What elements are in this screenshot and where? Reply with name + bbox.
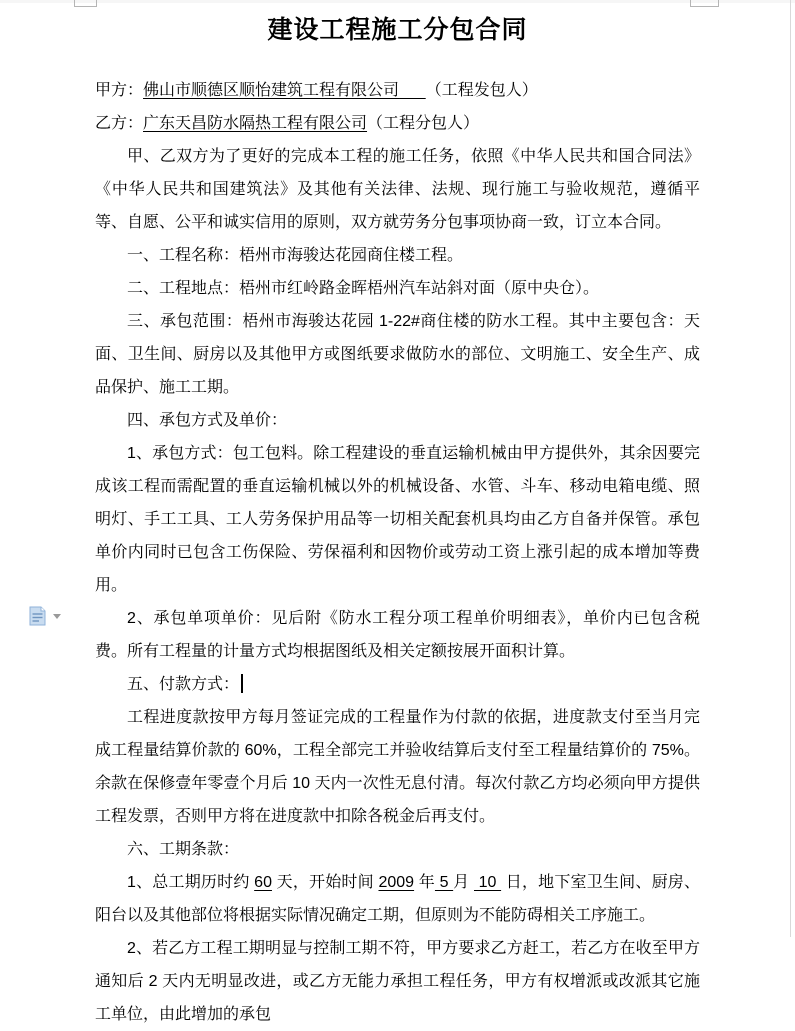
text-run: 1、承包方式：包工包料。除工程建设的垂直运输机械由甲方提供外，其余因要完成该工程而需配置的垂直运输机械以外的机械设备、水管、斗车、移动电箱电缆、照明灯、手工工具、工人劳务保护用品等一切相关配套机具均由乙方自备并保管。承包单价内同时已包含工伤保险、劳保福利和因物价或劳动工资上涨引起的成本增加等费用。 <box>95 445 700 594</box>
paragraph <box>95 866 700 932</box>
chevron-down-icon <box>53 614 61 619</box>
paragraph <box>95 668 700 701</box>
paragraph <box>95 239 700 272</box>
paragraph <box>95 305 700 404</box>
text-run: 三、承包范围：梧州市海骏达花园 1-22#商住楼的防水工程。其中主要包含：天面、卫生间、厨房以及其他甲方或图纸要求做防水的部位、文明施工、安全生产、成品保护、施工工期。 <box>95 313 700 396</box>
underlined-value: 60 <box>254 874 272 891</box>
text-run: 1、总工期历时约 <box>127 874 255 891</box>
party-a-line <box>95 74 700 107</box>
text-run: 年 <box>414 874 435 891</box>
text-run: 2、若乙方工程工期明显与控制工期不符，甲方要求乙方赶工，若乙方在收至甲方通知后 2 天内无明显改进，或乙方无能力承担工程任务，甲方有权增派或改派其它施工单位，由此增加的承包 <box>95 940 700 1023</box>
paste-options-icon <box>28 606 47 626</box>
paragraph <box>95 404 700 437</box>
contract-body <box>95 140 700 1031</box>
text-run: 六、工期条款： <box>127 841 240 858</box>
party-a-name: 佛山市顺德区顺怡建筑工程有限公司 <box>143 82 400 99</box>
text-run: 月 <box>453 874 474 891</box>
party-a-role: （工程发包人） <box>425 82 538 99</box>
text-run: 工程进度款按甲方每月签证完成的工程量作为付款的依据，进度款支付至当月完成工程量结算价款的 60%，工程全部完工并验收结算后支付至工程量结算价的 75%。余款在保修壹年零壹个月后 10 天内一次性无息付清。每次付款乙方均必须向甲方提供工程发票，否则甲方将在进度款中扣除各税金后再支付。 <box>95 709 700 825</box>
document-title: 建设工程施工分包合同 <box>267 16 528 44</box>
party-b-role: （工程分包人） <box>367 115 480 132</box>
text-run: 四、承包方式及单价： <box>127 412 288 429</box>
underlined-value: 2009 <box>378 874 415 891</box>
paragraph <box>95 602 700 668</box>
paragraph <box>95 833 700 866</box>
paragraph <box>95 437 700 602</box>
paragraph <box>95 701 700 833</box>
paste-options-button[interactable] <box>28 604 66 628</box>
text-run: 一、工程名称：梧州市海骏达花园商住楼工程。 <box>127 247 464 264</box>
underlined-value: 10 <box>474 874 502 891</box>
text-run: 日，地下室卫生间、厨房、阳台以及其他部位将根据实际情况确定工期，但原则为不能防碍相关工序施工。 <box>95 874 700 924</box>
underlined-value: 5 <box>434 874 454 891</box>
text-run: 甲、乙双方为了更好的完成本工程的施工任务，依照《中华人民共和国合同法》《中华人民共和国建筑法》及其他有关法律、法规、现行施工与验收规范，遵循平等、自愿、公平和诚实信用的原则，双方就劳务分包事项协商一致，订立本合同。 <box>95 148 700 231</box>
text-run: 天，开始时间 <box>271 874 379 891</box>
text-run: 五、付款方式： <box>127 676 240 693</box>
paragraph <box>95 932 700 1031</box>
party-a-underline-blank <box>399 82 426 99</box>
party-b-name: 广东天昌防水隔热工程有限公司 <box>143 115 368 132</box>
contract-parties <box>95 48 700 140</box>
party-b-label: 乙方： <box>95 115 144 132</box>
party-b-line <box>95 107 700 140</box>
party-a-label: 甲方： <box>95 82 144 99</box>
text-run: 2、承包单项单价：见后附《防水工程分项工程单价明细表》，单价内已包含税费。所有工程量的计量方式均根据图纸及相关定额按展开面积计算。 <box>95 610 700 660</box>
text-cursor <box>241 674 243 693</box>
paragraph <box>95 272 700 305</box>
paragraph <box>95 140 700 239</box>
text-run: 二、工程地点：梧州市红岭路金晖梧州汽车站斜对面（原中央仓）。 <box>127 280 600 297</box>
